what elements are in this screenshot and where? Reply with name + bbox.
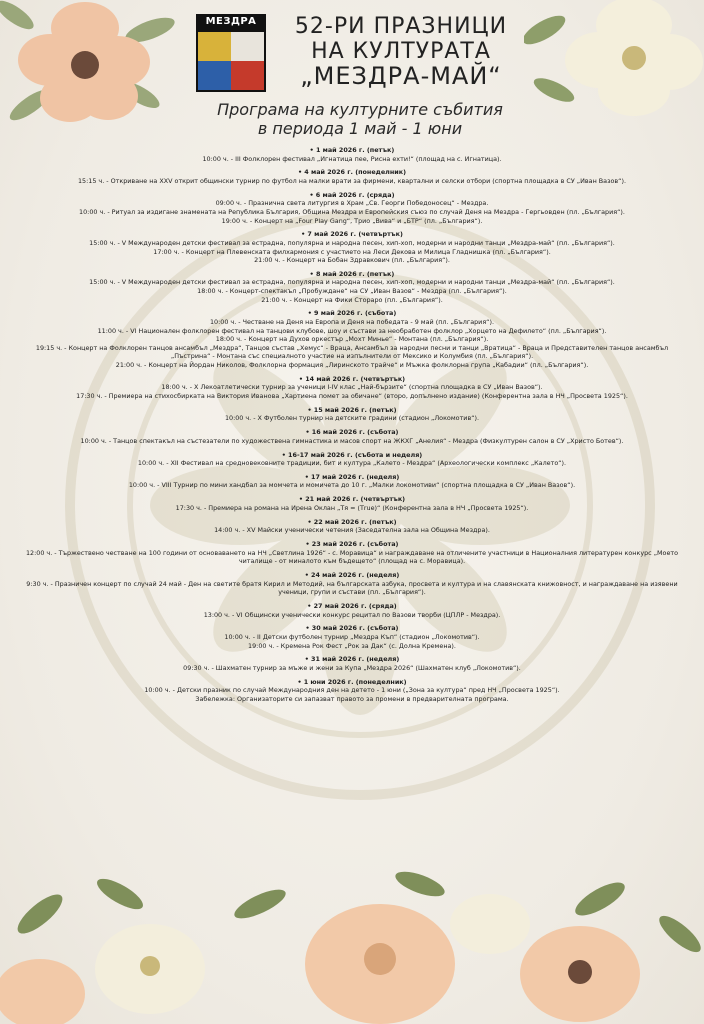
logo-shield [196, 30, 266, 92]
event-line: 15:00 ч. - V Международен детски фестивал за естрадна, популярна и народна песен, хип-хоп, модерни и народни танци „Мездра-май“ (пл. „България“). [89, 238, 615, 247]
program-day [22, 624, 682, 650]
program-day [22, 518, 682, 535]
day-date: • 21 май 2026 г. (четвъртък) [298, 495, 406, 504]
event-line: 18:00 ч. - Концерт-спектакъл „Пробуждане“ на СУ „Иван Вазов“ - Мездра (пл. „България“). [197, 287, 507, 296]
program-list [22, 146, 682, 709]
day-date: • 14 май 2026 г. (четвъртък) [298, 374, 406, 383]
event-line: 10:00 ч. - X Футболен турнир на детските градини (стадион „Локомотив“). [224, 414, 480, 423]
program-day [22, 428, 682, 445]
event-line: 11:00 ч. - VI Национален фолклорен фестивал на танцови клубове, шоу и състави за необработен фолклор „Хорцето на Дефилето“ (пл. „България“). [97, 326, 607, 335]
event-line: 19:00 ч. - Кремена Рок Фест „Рок за Дак“ (с. Долна Кремена). [248, 641, 456, 650]
program-day [22, 270, 682, 304]
page-subtitle [160, 100, 560, 138]
event-line: 18:00 ч. - Концерт на Духов оркестър „Мохт Минье“ - Монтана (пл. „България“). [215, 335, 489, 344]
program-day [22, 168, 682, 185]
program-day [22, 406, 682, 423]
event-line: 15:15 ч. - Откриване на XXV открит общински турнир по футбол на малки врати за фирмени, квартални и селски отбори (спортна площадка в СУ „Иван Вазов“). [77, 176, 626, 185]
program-day [22, 230, 682, 264]
program-day [22, 146, 682, 163]
event-line: 19:15 ч. - Концерт на Фолклорен танцов ансамбъл „Мездра“, Танцов състав „Хемус“ - Враца, Ансамбъл за народни песни и танци „Вратица“ - Враца и Представителен танцов ансамбъл „Пъстрина“ - Монтана със специалното участие на изпълнители от Мексико и Колумбия (пл. „България“). [35, 343, 671, 361]
program-day [22, 495, 682, 512]
day-date: • 27 май 2026 г. (сряда) [307, 601, 397, 610]
logo-text: МЕЗДРА [196, 14, 266, 30]
day-date: • 15 май 2026 г. (петък) [307, 405, 397, 414]
event-line: 21:00 ч. - Концерт на Бобан Здравкович (пл. „България“). [254, 256, 450, 265]
page-title [276, 14, 526, 89]
program-day [22, 191, 682, 225]
day-date: • 17 май 2026 г. (неделя) [304, 472, 400, 481]
day-date: • 31 май 2026 г. (неделя) [304, 655, 400, 664]
day-date: • 7 май 2026 г. (четвъртък) [301, 230, 403, 239]
event-line: 14:00 ч. - XV Майски ученически четения (Заседателна зала на Община Мездра). [214, 526, 490, 535]
day-date: • 24 май 2026 г. (неделя) [304, 570, 400, 579]
event-line: 13:00 ч. - VI Общински ученически конкурс рецитал по Вазови творби (ЦПЛР - Мездра). [203, 610, 501, 619]
program-day [22, 473, 682, 490]
event-line: 17:30 ч. - Премиера на стихосбирката на Виктория Иванова „Хартиена помет за обичане“ (второ, допълнено издание) (Конферентна зала в НЧ „Просвета 1925“). [76, 391, 628, 400]
program-day [22, 375, 682, 401]
event-line: 21:00 ч. - Концерт на Фики Стораро (пл. „България“). [261, 295, 443, 304]
event-line: Забележка: Организаторите си запазват правото за промени в предварителната програма. [195, 694, 509, 703]
subtitle-line: в периода 1 май - 1 юни [257, 119, 463, 138]
day-date: • 23 май 2026 г. (събота) [305, 540, 399, 548]
event-line: 9:30 ч. - Празничен концерт по случай 24 май - Ден на светите братя Кирил и Методий, на българската азбука, просвета и култура и на славянската книжовност, и награждаване на изявени ученици, групи и състави (пл. „България“). [26, 579, 680, 597]
event-line: 17:30 ч. - Премиера на романа на Ирена Оклан „Тя = (Тrue)“ (Конферентна зала в НЧ „Просвета 1925“). [175, 503, 529, 512]
event-line: 10:00 ч. - Честване на Деня на Европа и Деня на победата - 9 май (пл. „България“). [209, 318, 494, 327]
event-line: 10:00 ч. - VIII Турнир по мини хандбал за момчета и момичета до 10 г. „Малки локомотиви“ (спортна площадка в СУ „Иван Вазов“). [128, 481, 576, 490]
program-day [22, 451, 682, 468]
subtitle-line: Програма на културните събития [217, 100, 503, 119]
mezdra-logo [196, 14, 266, 92]
title-line: 52-РИ ПРАЗНИЦИ [294, 14, 508, 39]
event-line: 09:30 ч. - Шахматен турнир за мъже и жени за Купа „Мездра 2026“ (Шахматен клуб „Локомотив“). [183, 663, 521, 672]
event-line: 15:00 ч. - V Международен детски фестивал за естрадна, популярна и народна песен, хип-хоп, модерни и народни танци „Мездра-май“ (пл. „България“). [89, 278, 615, 287]
day-date: • 1 май 2026 г. (петък) [309, 146, 395, 154]
event-line: 10:00 ч. - III Фолклорен фестивал „Игнатица пее, Рисна ехти!“ (площад на с. Игнатица). [202, 154, 502, 163]
event-line: 17:00 ч. - Концерт на Плевенската филхармония с участието на Леси Декова и Милица Гладнишка (пл. „България“). [153, 247, 551, 256]
day-date: • 16 май 2026 г. (събота) [305, 428, 399, 437]
day-date: • 22 май 2026 г. (петък) [307, 517, 397, 526]
program-day [22, 571, 682, 597]
day-date: • 8 май 2026 г. (петък) [309, 269, 395, 278]
program-day [22, 678, 682, 704]
event-line: 10:00 ч. - II Детски футболен турнир „Мездра Къп“ (стадион „Локомотив“). [224, 632, 480, 641]
program-day [22, 540, 682, 566]
day-date: • 4 май 2026 г. (понеделник) [297, 168, 407, 177]
title-line: „МЕЗДРА-МАЙ“ [300, 62, 502, 90]
event-line: 19:00 ч. - Концерт на „Four Play Gang“, Трио „Вива“ и „БТР“ (пл. „България“). [221, 216, 483, 225]
day-date: • 1 юни 2026 г. (понеделник) [297, 677, 407, 686]
program-day [22, 309, 682, 369]
flower-decoration-bottom [0, 854, 704, 1024]
day-date: • 6 май 2026 г. (сряда) [309, 190, 395, 199]
title-line: НА КУЛТУРАТА [311, 39, 491, 64]
event-line: 10:00 ч. - Детски празник по случай Международния ден на детето - 1 юни („Зона за култура“ пред НЧ „Просвета 1925“). [144, 686, 560, 695]
event-line: 09:00 ч. - Празнична света литургия в Храм „Св. Георги Победоносец“ - Мездра. [215, 199, 489, 208]
event-line: 21:00 ч. - Концерт на Йордан Николов, Фолклорна формация „Лиринското трайче“ и Мъжка фолклорна група „Кабадии“ (пл. „България“). [115, 361, 589, 369]
event-line: 10:00 ч. - Ритуал за издигане знамената на Република България, Община Мездра и Европейския съюз по случай Деня на Мездра - Гергьовден (пл. „България“). [79, 207, 625, 216]
program-day [22, 655, 682, 672]
day-date: • 16-17 май 2026 г. (събота и неделя) [281, 450, 423, 459]
event-line: 12:00 ч. - Тържествено честване на 100 години от основаването на НЧ „Светлина 1926“ - с. Моравица“ и награждаване на отличените участници в Националния литературен конкурс „Моето читалище - от миналото към бъдещето“ (площад на с. Моравица). [25, 548, 681, 566]
event-line: 10:00 ч. - XII Фестивал на средновековните традиции, бит и култура „Калето - Мездра“ (Археологически комплекс „Калето“). [137, 459, 567, 468]
program-day [22, 602, 682, 619]
event-line: 10:00 ч. - Танцов спектакъл на състезатели по художествена гимнастика и масов спорт на ЖКХГ „Анелия“ - Мездра (Физкултурен салон в СУ „Христо Ботев“). [80, 436, 624, 445]
day-date: • 30 май 2026 г. (събота) [305, 624, 399, 633]
day-date: • 9 май 2026 г. (събота) [307, 309, 397, 318]
event-line: 18:00 ч. - X Лекоатлетически турнир за ученици I-IV клас „Най-бързите“ (спортна площадка в СУ „Иван Вазов“). [161, 383, 543, 392]
